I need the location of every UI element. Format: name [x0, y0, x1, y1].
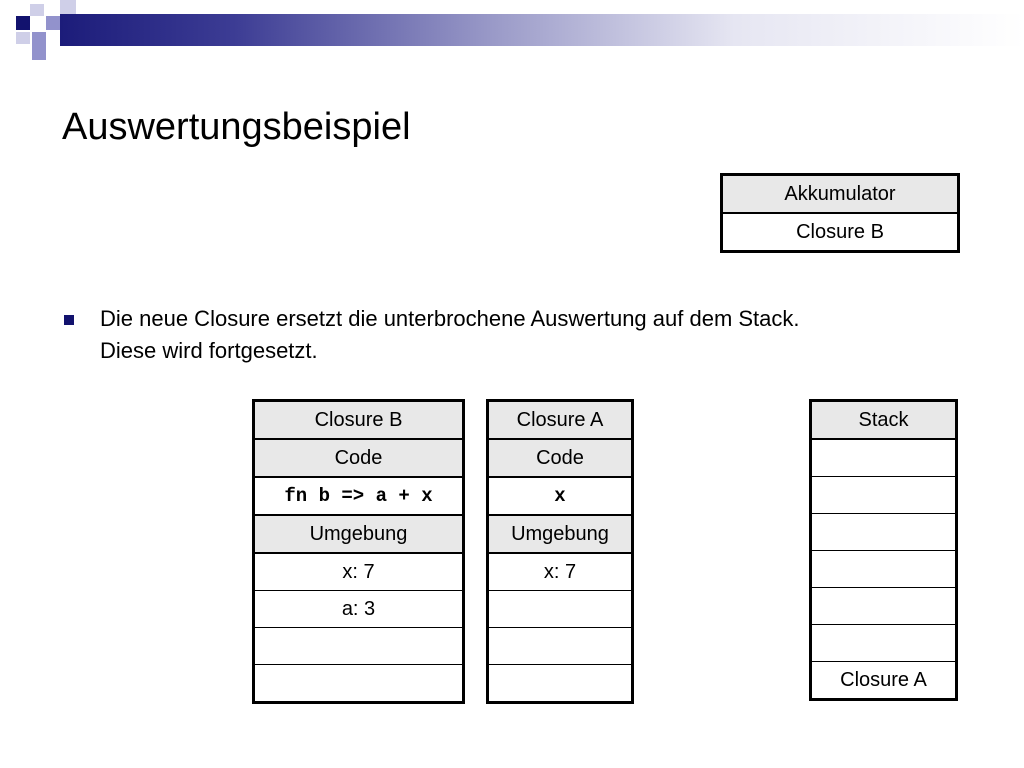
stack-cell [811, 477, 957, 514]
bullet-text [100, 303, 964, 367]
slide-title: Auswertungsbeispiel [62, 106, 411, 148]
closure-a-env-cell [488, 665, 633, 703]
closure-a-env-cell [488, 591, 633, 628]
logo-square [16, 32, 30, 44]
closure-a-table [486, 399, 634, 704]
closure-b-code-label: Code [254, 439, 464, 477]
logo-square [60, 0, 76, 14]
bullet-line: Diese wird fortgesetzt. [100, 338, 318, 363]
bullet-item [64, 303, 964, 367]
closure-b-table [252, 399, 465, 704]
closure-b-code: fn b => a + x [254, 477, 464, 515]
closure-a-code: x [488, 477, 633, 515]
accumulator-header: Akkumulator [722, 175, 959, 214]
logo-square [46, 16, 60, 30]
accumulator-value: Closure B [722, 213, 959, 252]
closure-a-env-cell [488, 628, 633, 665]
stack-cell [811, 439, 957, 477]
closure-b-env-cell [254, 628, 464, 665]
closure-a-title: Closure A [488, 401, 633, 440]
accumulator-table [720, 173, 960, 253]
logo-square [16, 16, 30, 30]
closure-a-env-label: Umgebung [488, 515, 633, 553]
stack-header: Stack [811, 401, 957, 440]
logo-square [30, 4, 44, 16]
logo-square [32, 46, 46, 60]
closure-b-env-cell: a: 3 [254, 591, 464, 628]
stack-cell [811, 625, 957, 662]
closure-a-code-label: Code [488, 439, 633, 477]
closure-b-title: Closure B [254, 401, 464, 440]
closure-b-env-label: Umgebung [254, 515, 464, 553]
header-gradient-bar [60, 14, 1024, 46]
logo-square [32, 32, 46, 46]
stack-cell [811, 551, 957, 588]
stack-cell [811, 588, 957, 625]
stack-cell [811, 514, 957, 551]
closure-a-env-cell: x: 7 [488, 553, 633, 591]
stack-cell: Closure A [811, 662, 957, 700]
bullet-line: Die neue Closure ersetzt die unterbrochene Auswertung auf dem Stack. [100, 306, 800, 331]
bullet-square-icon [64, 315, 74, 325]
closure-b-env-cell [254, 665, 464, 703]
stack-table [809, 399, 958, 701]
closure-b-env-cell: x: 7 [254, 553, 464, 591]
